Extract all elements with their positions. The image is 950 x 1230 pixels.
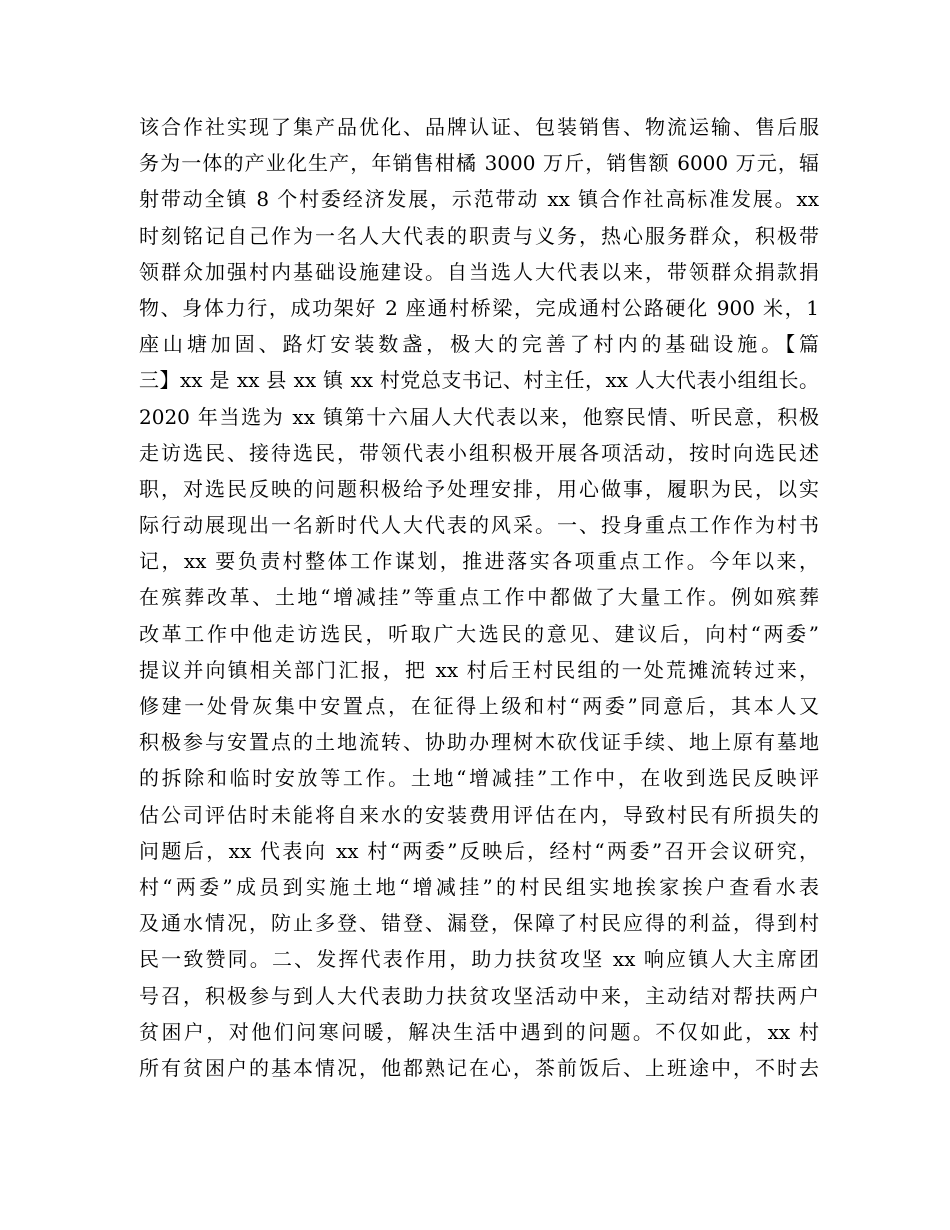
text-line: 修建一处骨灰集中安置点，在征得上级和村“两委”同意后，其本人又 <box>139 694 819 718</box>
text-line: 领群众加强村内基础设施建设。自当选人大代表以来，带领群众捐款捐 <box>139 259 819 284</box>
text-line: 务为一体的产业化生产，年销售柑橘 3000 万斤，销售额 6000 万元，辐 <box>139 151 819 176</box>
text-line: 职，对选民反映的问题积极给予处理安排，用心做事，履职为民，以实 <box>139 476 819 501</box>
text-line: 村“两委”成员到实施土地“增减挂”的村民组实地挨家挨户查看水表 <box>139 874 819 899</box>
text-line: 贫困户，对他们问寒问暖，解决生活中遇到的问题。不仅如此，xx 村 <box>139 1019 819 1044</box>
text-line: 2020 年当选为 xx 镇第十六届人大代表以来，他察民情、听民意，积极 <box>139 404 819 429</box>
text-line: 际行动展现出一名新时代人大代表的风采。一、投身重点工作作为村书 <box>139 513 819 538</box>
text-line: 改革工作中他走访选民，听取广大选民的意见、建议后，向村“两委” <box>139 621 819 646</box>
text-line: 座山塘加固、路灯安装数盏，极大的完善了村内的基础设施。【篇 <box>139 332 819 357</box>
text-line: 提议并向镇相关部门汇报，把 xx 村后王村民组的一处荒摊流转过来， <box>139 657 819 682</box>
text-line: 民一致赞同。二、发挥代表作用，助力扶贫攻坚 xx 响应镇人大主席团 <box>139 947 819 972</box>
text-line: 号召，积极参与到人大代表助力扶贫攻坚活动中来，主动结对帮扶两户 <box>139 983 819 1008</box>
text-line: 物、身体力行，成功架好 2 座通村桥梁，完成通村公路硬化 900 米，1 <box>139 295 819 320</box>
body-text <box>139 109 819 1086</box>
text-line: 记，xx 要负责村整体工作谋划，推进落实各项重点工作。今年以来， <box>139 549 819 574</box>
text-line: 所有贫困户的基本情况，他都熟记在心，茶前饭后、上班途中，不时去 <box>139 1055 819 1080</box>
text-line: 时刻铭记自己作为一名人大代表的职责与义务，热心服务群众，积极带 <box>139 223 819 248</box>
text-line: 问题后，xx 代表向 xx 村“两委”反映后，经村“两委”召开会议研究， <box>139 838 819 863</box>
text-line: 三】xx 是 xx 县 xx 镇 xx 村党总支书记、村主任，xx 人大代表小组组长。 <box>139 368 819 393</box>
text-line: 该合作社实现了集产品优化、品牌认证、包装销售、物流运输、售后服 <box>139 115 819 139</box>
text-line: 积极参与安置点的土地流转、协助办理树木砍伐证手续、地上原有墓地 <box>139 730 819 755</box>
text-line: 走访选民、接待选民，带领代表小组积极开展各项活动，按时向选民述 <box>139 440 819 465</box>
text-line: 估公司评估时未能将自来水的安装费用评估在内，导致村民有所损失的 <box>139 802 819 827</box>
text-line: 在殡葬改革、土地“增减挂”等重点工作中都做了大量工作。例如殡葬 <box>139 585 819 610</box>
text-line: 的拆除和临时安放等工作。土地“增减挂”工作中，在收到选民反映评 <box>139 766 819 791</box>
text-line: 及通水情况，防止多登、错登、漏登，保障了村民应得的利益，得到村 <box>139 911 819 936</box>
text-line: 射带动全镇 8 个村委经济发展，示范带动 xx 镇合作社高标准发展。xx <box>139 187 819 212</box>
